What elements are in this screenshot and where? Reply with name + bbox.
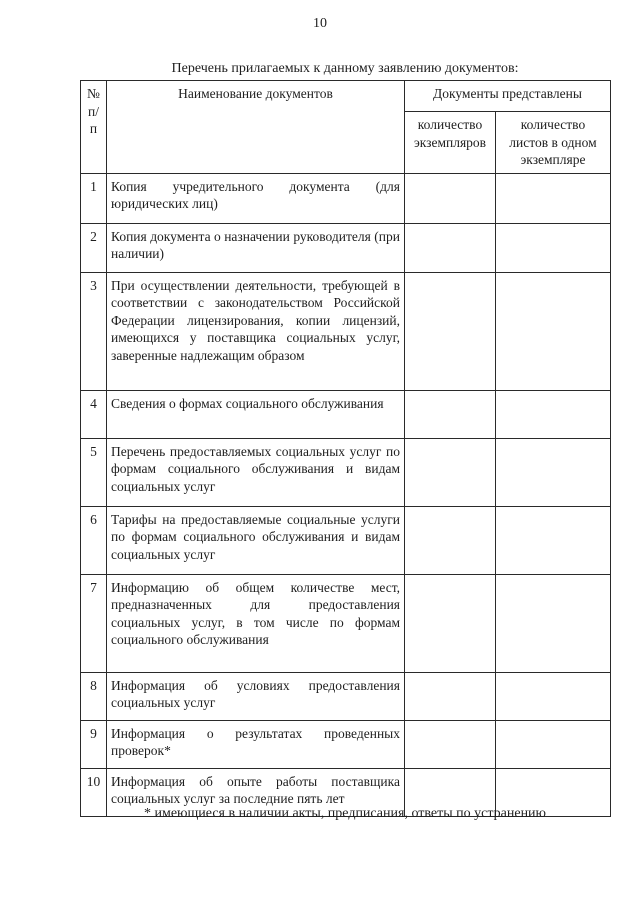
row-copies-cell[interactable] <box>405 173 496 223</box>
row-copies-cell[interactable] <box>405 574 496 672</box>
row-document-name: Информацию об общем количестве мест, предназначенных для предоставления социальных услуг, в том числе по формам социального обслуживания <box>107 574 405 672</box>
table-row <box>81 506 611 574</box>
row-sheets-cell[interactable] <box>496 173 611 223</box>
table-row <box>81 720 611 768</box>
row-number: 10 <box>81 768 107 816</box>
row-document-name: Копия документа о назначении руководителя (при наличии) <box>107 223 405 272</box>
row-number: 3 <box>81 272 107 390</box>
table-caption: Перечень прилагаемых к данному заявлению документов: <box>171 61 519 76</box>
table-body <box>81 173 611 816</box>
header-documents-submitted: Документы представлены <box>405 81 611 112</box>
row-document-name: Информация об условиях предоставления социальных услуг <box>107 672 405 720</box>
table-row <box>81 272 611 390</box>
row-document-name: Тарифы на предоставляемые социальные услуги по формам социального обслуживания и видам социальных услуг <box>107 506 405 574</box>
header-number: № п/п <box>81 81 107 174</box>
row-sheets-cell[interactable] <box>496 672 611 720</box>
row-document-name: Копия учредительного документа (для юридических лиц) <box>107 173 405 223</box>
table-row <box>81 438 611 506</box>
row-copies-cell[interactable] <box>405 672 496 720</box>
table-row <box>81 223 611 272</box>
row-sheets-cell[interactable] <box>496 223 611 272</box>
table-row <box>81 390 611 438</box>
row-number: 7 <box>81 574 107 672</box>
row-sheets-cell[interactable] <box>496 438 611 506</box>
row-number: 1 <box>81 173 107 223</box>
table-header-row <box>81 81 611 112</box>
row-copies-cell[interactable] <box>405 272 496 390</box>
row-number: 8 <box>81 672 107 720</box>
row-document-name: Информация о результатах проведенных проверок* <box>107 720 405 768</box>
row-sheets-cell[interactable] <box>496 390 611 438</box>
table-row <box>81 173 611 223</box>
row-sheets-cell[interactable] <box>496 720 611 768</box>
header-document-name: Наименование документов <box>107 81 405 174</box>
row-number: 9 <box>81 720 107 768</box>
page-number: 10 <box>313 16 327 31</box>
footnote: * имеющиеся в наличии акты, предписания, ответы по устранению <box>143 806 547 821</box>
row-copies-cell[interactable] <box>405 506 496 574</box>
header-sheets-count: количество листов в одном экземпляре <box>496 112 611 174</box>
table-row <box>81 672 611 720</box>
row-number: 5 <box>81 438 107 506</box>
row-copies-cell[interactable] <box>405 223 496 272</box>
row-number: 6 <box>81 506 107 574</box>
row-number: 2 <box>81 223 107 272</box>
row-copies-cell[interactable] <box>405 390 496 438</box>
documents-table <box>80 80 611 817</box>
row-sheets-cell[interactable] <box>496 506 611 574</box>
row-copies-cell[interactable] <box>405 438 496 506</box>
row-number: 4 <box>81 390 107 438</box>
row-copies-cell[interactable] <box>405 720 496 768</box>
row-document-name: Перечень предоставляемых социальных услуг по формам социального обслуживания и видам социальных услуг <box>107 438 405 506</box>
table-row <box>81 574 611 672</box>
row-document-name: Сведения о формах социального обслуживания <box>107 390 405 438</box>
row-document-name: Информация об опыте работы поставщика социальных услуг за последние пять лет <box>107 768 405 816</box>
row-sheets-cell[interactable] <box>496 272 611 390</box>
row-sheets-cell[interactable] <box>496 574 611 672</box>
row-document-name: При осуществлении деятельности, требующей в соответствии с законодательством Российской Федерации лицензирования, копии лицензий, имеющихся у поставщика социальных услуг, заверенные надлежащим образом <box>107 272 405 390</box>
header-copies-count: количество экземпляров <box>405 112 496 174</box>
